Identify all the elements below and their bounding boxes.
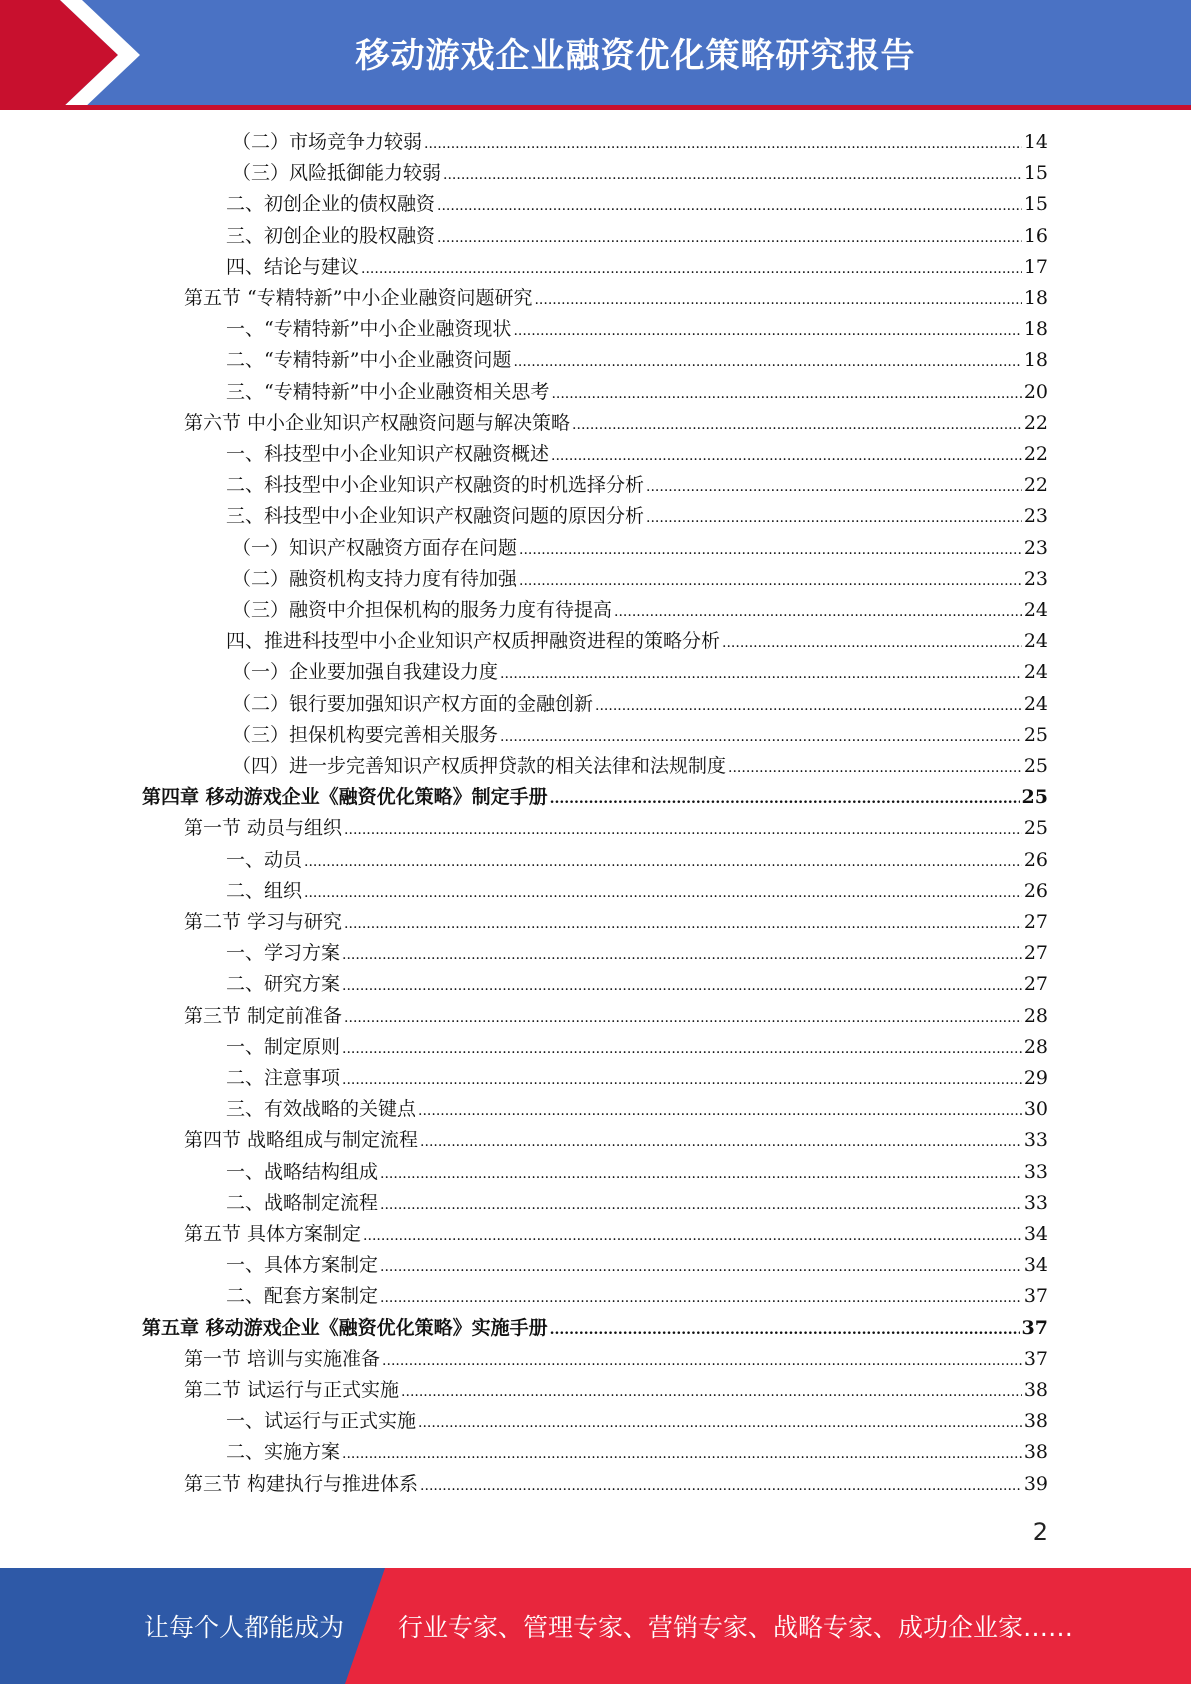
toc-entry[interactable] (184, 283, 1048, 314)
toc-entry[interactable] (226, 189, 1048, 220)
toc-entry-page: 29 (1023, 1067, 1048, 1089)
toc-entry[interactable] (232, 158, 1048, 189)
toc-dot-leader (519, 535, 1022, 566)
toc-dot-leader (342, 971, 1022, 1002)
toc-entry[interactable] (226, 1250, 1048, 1281)
toc-entry-title: 第四节 战略组成与制定流程 (184, 1129, 419, 1152)
toc-entry[interactable] (142, 782, 1048, 813)
toc-dot-leader (363, 1221, 1022, 1252)
toc-entry-page: 23 (1023, 536, 1048, 559)
toc-entry-page: 39 (1023, 1472, 1048, 1495)
toc-entry[interactable] (184, 813, 1048, 844)
toc-entry[interactable] (184, 1375, 1048, 1406)
toc-entry-page: 22 (1023, 474, 1048, 497)
toc-dot-leader (361, 254, 1022, 285)
toc-dot-leader (342, 1065, 1022, 1096)
toc-entry[interactable] (232, 127, 1048, 158)
toc-entry-title: 二、初创企业的债权融资 (226, 193, 436, 216)
toc-entry-page: 23 (1023, 567, 1048, 590)
toc-entry-title: 二、组织 (226, 879, 303, 902)
toc-entry[interactable] (226, 501, 1048, 532)
toc-dot-leader (344, 909, 1022, 940)
toc-entry-page: 18 (1023, 287, 1048, 309)
toc-entry-title: 第三节 制定前准备 (184, 1004, 343, 1027)
toc-entry[interactable] (232, 657, 1048, 688)
toc-dot-leader (380, 1159, 1022, 1190)
page-number: 2 (1032, 1518, 1048, 1546)
toc-entry-page: 33 (1023, 1160, 1048, 1183)
toc-entry-page: 26 (1023, 879, 1048, 902)
toc-dot-leader (550, 784, 1020, 815)
toc-entry-page: 33 (1023, 1129, 1048, 1152)
toc-entry-page: 25 (1023, 755, 1048, 777)
toc-entry[interactable] (232, 533, 1048, 564)
toc-entry-page: 24 (1023, 692, 1048, 715)
toc-entry-page: 34 (1023, 1254, 1048, 1277)
toc-entry-page: 27 (1023, 973, 1048, 996)
toc-dot-leader (550, 1315, 1020, 1346)
toc-entry-title: 一、试运行与正式实施 (226, 1410, 417, 1433)
toc-entry[interactable] (226, 1188, 1048, 1219)
toc-dot-leader (551, 441, 1022, 472)
toc-entry[interactable] (232, 720, 1048, 751)
toc-dot-leader (595, 691, 1022, 722)
toc-entry-page: 28 (1023, 1035, 1048, 1058)
toc-entry[interactable] (232, 689, 1048, 720)
toc-dot-leader (342, 1034, 1022, 1065)
toc-entry-title: 二、“专精特新”中小企业融资问题 (226, 349, 512, 372)
toc-dot-leader (513, 347, 1021, 378)
toc-dot-leader (614, 597, 1022, 628)
toc-entry-title: 三、科技型中小企业知识产权融资问题的原因分析 (226, 505, 645, 528)
toc-entry-title: （三）融资中介担保机构的服务力度有待提高 (232, 599, 613, 621)
toc-entry-page: 15 (1023, 162, 1048, 185)
toc-entry-page: 27 (1023, 942, 1048, 965)
report-title: 移动游戏企业融资优化策略研究报告 (355, 36, 916, 76)
toc-dot-leader (342, 940, 1022, 971)
toc-entry[interactable] (226, 969, 1048, 1000)
toc-entry[interactable] (226, 439, 1048, 470)
toc-dot-leader (380, 1190, 1022, 1221)
toc-dot-leader (534, 285, 1021, 316)
toc-entry-page: 17 (1023, 255, 1048, 278)
toc-dot-leader (420, 1471, 1022, 1502)
toc-entry-title: （四）进一步完善知识产权质押贷款的相关法律和法规制度 (232, 755, 727, 777)
toc-entry[interactable] (226, 252, 1048, 283)
toc-entry[interactable] (226, 626, 1048, 657)
toc-entry-page: 38 (1023, 1379, 1048, 1401)
toc-entry-page: 24 (1023, 661, 1048, 684)
toc-entry[interactable] (142, 1313, 1048, 1344)
toc-entry[interactable] (184, 408, 1048, 439)
toc-entry-title: （三）风险抵御能力较弱 (232, 162, 442, 185)
toc-entry[interactable] (226, 1094, 1048, 1125)
toc-dot-leader (418, 1408, 1022, 1439)
toc-dot-leader (344, 1003, 1022, 1034)
toc-entry-title: 二、研究方案 (226, 973, 341, 996)
toc-entry-page: 30 (1023, 1098, 1048, 1121)
toc-entry-title: （一）企业要加强自我建设力度 (232, 661, 499, 684)
toc-entry-page: 24 (1023, 599, 1048, 621)
toc-entry[interactable] (226, 1437, 1048, 1468)
toc-entry-title: 四、结论与建议 (226, 255, 360, 278)
toc-entry-page: 25 (1023, 723, 1048, 746)
toc-entry-page: 38 (1023, 1441, 1048, 1464)
page-footer (0, 1568, 1191, 1684)
toc-dot-leader (437, 191, 1022, 222)
toc-entry-title: 四、推进科技型中小企业知识产权质押融资进程的策略分析 (226, 630, 721, 653)
toc-dot-leader (380, 1252, 1022, 1283)
toc-entry[interactable] (226, 377, 1048, 408)
toc-entry[interactable] (226, 845, 1048, 876)
toc-entry-title: 第六节 中小企业知识产权融资问题与解决策略 (184, 411, 571, 434)
toc-entry-page: 25 (1023, 817, 1048, 840)
toc-entry-title: （二）市场竞争力较弱 (232, 131, 423, 153)
toc-entry[interactable] (226, 221, 1048, 252)
toc-entry-title: 三、“专精特新”中小企业融资相关思考 (226, 380, 550, 403)
toc-entry-title: 三、初创企业的股权融资 (226, 224, 436, 247)
toc-dot-leader (551, 379, 1021, 410)
toc-entry-title: （二）融资机构支持力度有待加强 (232, 567, 518, 590)
toc-entry-title: 第二节 学习与研究 (184, 911, 343, 933)
toc-entry-page: 22 (1023, 411, 1048, 434)
toc-entry[interactable] (232, 564, 1048, 595)
toc-entry-title: 一、科技型中小企业知识产权融资概述 (226, 443, 550, 465)
toc-entry-title: 一、学习方案 (226, 942, 341, 965)
page-header (0, 0, 1191, 110)
toc-dot-leader (342, 1439, 1022, 1470)
toc-entry[interactable] (226, 938, 1048, 969)
toc-entry[interactable] (184, 1125, 1048, 1156)
toc-entry-page: 37 (1021, 1316, 1048, 1339)
toc-dot-leader (646, 472, 1022, 503)
toc-entry-page: 15 (1023, 193, 1048, 216)
toc-entry-title: 二、实施方案 (226, 1441, 341, 1464)
toc-entry-title: 一、战略结构组成 (226, 1160, 379, 1183)
toc-entry-page: 27 (1023, 911, 1048, 933)
toc-entry-title: （三）担保机构要完善相关服务 (232, 723, 499, 746)
toc-dot-leader (443, 160, 1022, 191)
toc-entry-title: 第一节 动员与组织 (184, 817, 343, 840)
toc-entry[interactable] (232, 751, 1048, 782)
toc-entry[interactable] (184, 1469, 1048, 1500)
toc-entry-page: 37 (1023, 1347, 1048, 1370)
toc-dot-leader (519, 566, 1022, 597)
toc-dot-leader (424, 129, 1022, 160)
toc-entry-title: 二、科技型中小企业知识产权融资的时机选择分析 (226, 474, 645, 497)
toc-dot-leader (646, 503, 1022, 534)
toc-entry[interactable] (226, 470, 1048, 501)
toc-entry-page: 23 (1023, 505, 1048, 528)
toc-dot-leader (380, 1283, 1022, 1314)
toc-dot-leader (382, 1346, 1022, 1377)
toc-entry[interactable] (226, 1032, 1048, 1063)
toc-entry-title: 第二节 试运行与正式实施 (184, 1379, 400, 1401)
toc-entry[interactable] (184, 907, 1048, 938)
toc-dot-leader (500, 722, 1022, 753)
toc-entry-title: 第五节 具体方案制定 (184, 1223, 362, 1245)
toc-entry[interactable] (184, 1344, 1048, 1375)
toc-entry-page: 20 (1023, 380, 1048, 403)
toc-dot-leader (418, 1096, 1022, 1127)
footer-slogan-left: 让每个人都能成为 (144, 1613, 345, 1642)
toc-entry[interactable] (226, 1406, 1048, 1437)
toc-entry-page: 22 (1023, 443, 1048, 465)
toc-entry-title: 二、配套方案制定 (226, 1285, 379, 1308)
toc-entry[interactable] (184, 1001, 1048, 1032)
toc-dot-leader (344, 815, 1022, 846)
toc-entry-page: 26 (1023, 848, 1048, 871)
toc-entry-title: 第五章 移动游戏企业《融资优化策略》实施手册 (142, 1316, 548, 1339)
toc-entry-title: 二、注意事项 (226, 1067, 341, 1089)
toc-entry-title: 一、动员 (226, 848, 303, 871)
toc-entry[interactable] (226, 345, 1048, 376)
toc-dot-leader (437, 223, 1022, 254)
toc-dot-leader (304, 878, 1022, 909)
footer-slogan-right: 行业专家、管理专家、营销专家、战略专家、成功企业家…… (398, 1613, 1074, 1642)
toc-entry-title: 第三节 构建执行与推进体系 (184, 1472, 419, 1495)
toc-entry[interactable] (226, 314, 1048, 345)
toc-dot-leader (420, 1127, 1022, 1158)
toc-entry-title: 第四章 移动游戏企业《融资优化策略》制定手册 (142, 786, 548, 809)
toc-entry[interactable] (226, 1157, 1048, 1188)
toc-dot-leader (728, 753, 1022, 784)
toc-dot-leader (304, 847, 1022, 878)
toc-entry-page: 33 (1023, 1191, 1048, 1214)
toc-entry[interactable] (226, 1063, 1048, 1094)
toc-entry-page: 34 (1023, 1223, 1048, 1245)
toc-entry-page: 16 (1023, 224, 1048, 247)
toc-dot-leader (500, 659, 1022, 690)
toc-entry-title: （一）知识产权融资方面存在问题 (232, 536, 518, 559)
toc-entry-title: 一、“专精特新”中小企业融资现状 (226, 318, 512, 341)
toc-entry-page: 18 (1023, 349, 1048, 372)
toc-entry-title: 一、具体方案制定 (226, 1254, 379, 1277)
toc-entry-title: 三、有效战略的关键点 (226, 1098, 417, 1121)
toc-dot-leader (722, 628, 1022, 659)
toc-entry-title: 一、制定原则 (226, 1035, 341, 1058)
toc-entry-page: 18 (1023, 318, 1048, 341)
toc-entry[interactable] (232, 595, 1048, 626)
toc-entry-title: 二、战略制定流程 (226, 1191, 379, 1214)
toc-dot-leader (513, 316, 1021, 347)
toc-entry[interactable] (226, 1281, 1048, 1312)
toc-dot-leader (572, 410, 1022, 441)
toc-entry-page: 25 (1021, 786, 1048, 809)
toc-entry-title: （二）银行要加强知识产权方面的金融创新 (232, 692, 594, 715)
toc-entry-page: 28 (1023, 1004, 1048, 1027)
toc-entry-page: 14 (1023, 131, 1048, 153)
toc-entry-page: 37 (1023, 1285, 1048, 1308)
toc-entry[interactable] (226, 876, 1048, 907)
toc-entry-title: 第一节 培训与实施准备 (184, 1347, 381, 1370)
toc-dot-leader (401, 1377, 1022, 1408)
toc-entry-page: 38 (1023, 1410, 1048, 1433)
toc-entry-title: 第五节 “专精特新”中小企业融资问题研究 (184, 287, 533, 309)
toc-entry-page: 24 (1023, 630, 1048, 653)
toc-entry[interactable] (184, 1219, 1048, 1250)
